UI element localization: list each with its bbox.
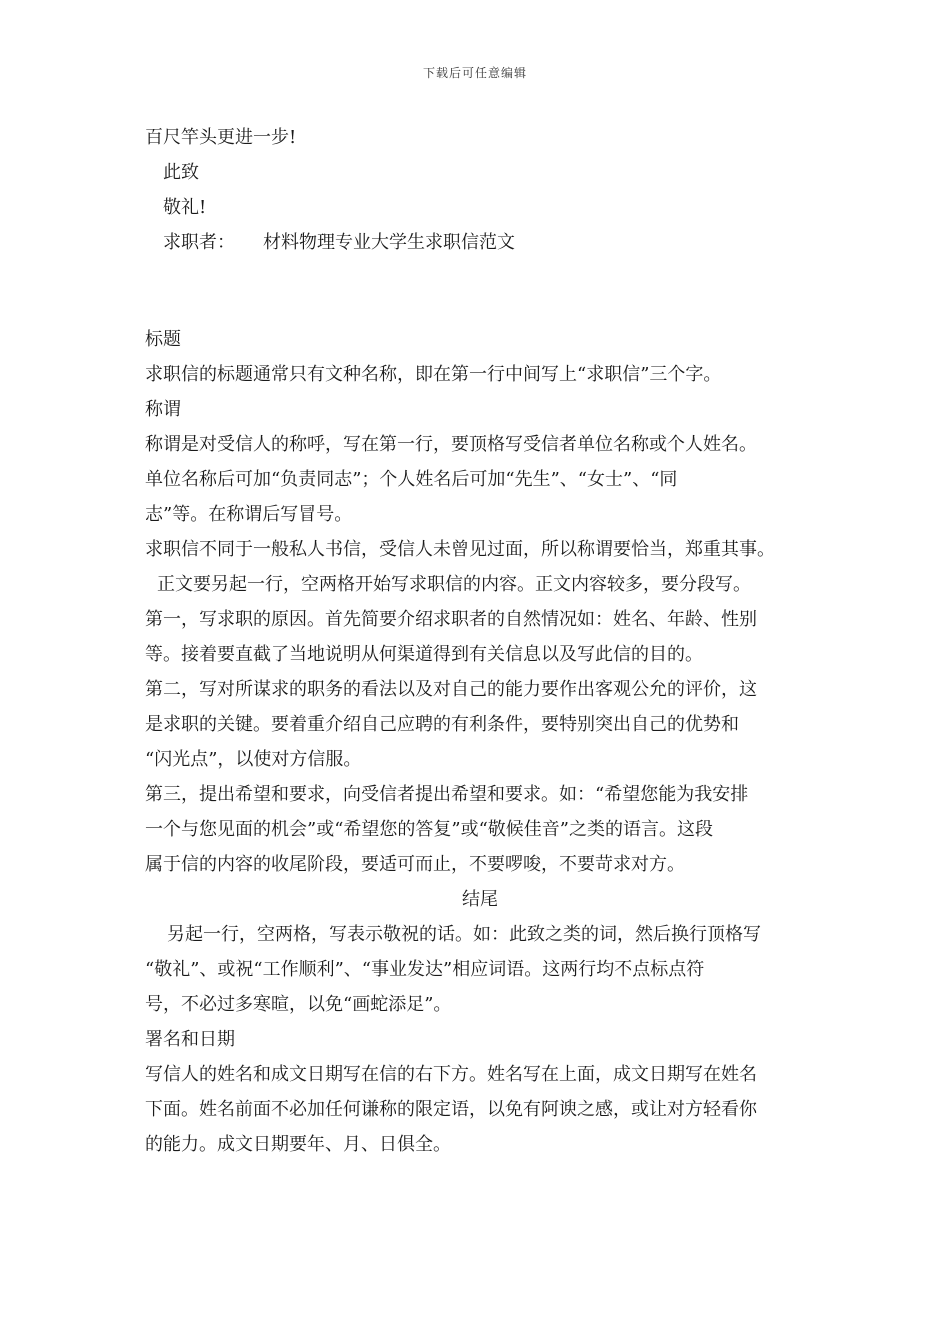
page-header: 下载后可任意编辑: [422, 66, 527, 80]
paragraph-line: 正文要另起一行，空两格开始写求职信的内容。正文内容较多，要分段写。: [157, 574, 751, 595]
paragraph-line: “闪光点”，以使对方信服。: [145, 749, 362, 770]
paragraph-line: 志”等。在称谓后写冒号。: [145, 504, 353, 525]
spacer: [145, 260, 815, 322]
paragraph-line: 下面。姓名前面不必加任何谦称的限定语，以免有阿谀之感，或让对方轻看你: [145, 1099, 757, 1120]
paragraph-line: 第一，写求职的原因。首先简要介绍求职者的自然情况如：姓名、年龄、性别: [145, 609, 757, 630]
paragraph-line: “敬礼”、或祝“工作顺利”、“事业发达”相应词语。这两行均不点标点符: [145, 959, 705, 980]
closing-line: 百尺竿头更进一步!: [145, 127, 297, 148]
paragraph-line: 号，不必过多寒暄，以免“画蛇添足”。: [145, 994, 452, 1015]
closing-respect: 敬礼!: [163, 197, 207, 218]
section-heading-ending: 结尾: [462, 889, 498, 910]
signer-line: [145, 225, 815, 260]
closing-salutation: 此致: [163, 162, 199, 183]
signer-value: 材料物理专业大学生求职信范文: [263, 232, 515, 253]
section-heading-signature: 署名和日期: [145, 1029, 235, 1050]
paragraph-line: 求职信不同于一般私人书信，受信人未曾见过面，所以称谓要恰当，郑重其事。: [145, 539, 775, 560]
paragraph-line: 的能力。成文日期要年、月、日俱全。: [145, 1134, 451, 1155]
signer-label: 求职者：: [163, 232, 235, 253]
paragraph-line: 求职信的标题通常只有文种名称，即在第一行中间写上“求职信”三个字。: [145, 364, 722, 385]
paragraph-line: 属于信的内容的收尾阶段，要适可而止，不要啰唆，不要苛求对方。: [145, 854, 685, 875]
paragraph-line: 等。接着要直截了当地说明从何渠道得到有关信息以及写此信的目的。: [145, 644, 703, 665]
paragraph-line: 是求职的关键。要着重介绍自己应聘的有利条件，要特别突出自己的优势和: [145, 714, 739, 735]
paragraph-line: 另起一行，空两格，写表示敬祝的话。如：此致之类的词，然后换行顶格写: [167, 924, 761, 945]
paragraph-line: 单位名称后可加“负责同志”；个人姓名后可加“先生”、“女士”、“同: [145, 469, 678, 490]
document-body: [145, 120, 815, 1162]
paragraph-line: 第二，写对所谋求的职务的看法以及对自己的能力要作出客观公允的评价，这: [145, 679, 757, 700]
paragraph-line: 一个与您见面的机会”或“希望您的答复”或“敬候佳音”之类的语言。这段: [145, 819, 714, 840]
paragraph-line: 第三，提出希望和要求，向受信者提出希望和要求。如：“希望您能为我安排: [145, 784, 749, 805]
paragraph-line: 称谓是对受信人的称呼，写在第一行，要顶格写受信者单位名称或个人姓名。: [145, 434, 757, 455]
section-heading-title: 标题: [145, 329, 181, 350]
paragraph-line: 写信人的姓名和成文日期写在信的右下方。姓名写在上面，成文日期写在姓名: [145, 1064, 757, 1085]
section-heading-salutation: 称谓: [145, 399, 181, 420]
